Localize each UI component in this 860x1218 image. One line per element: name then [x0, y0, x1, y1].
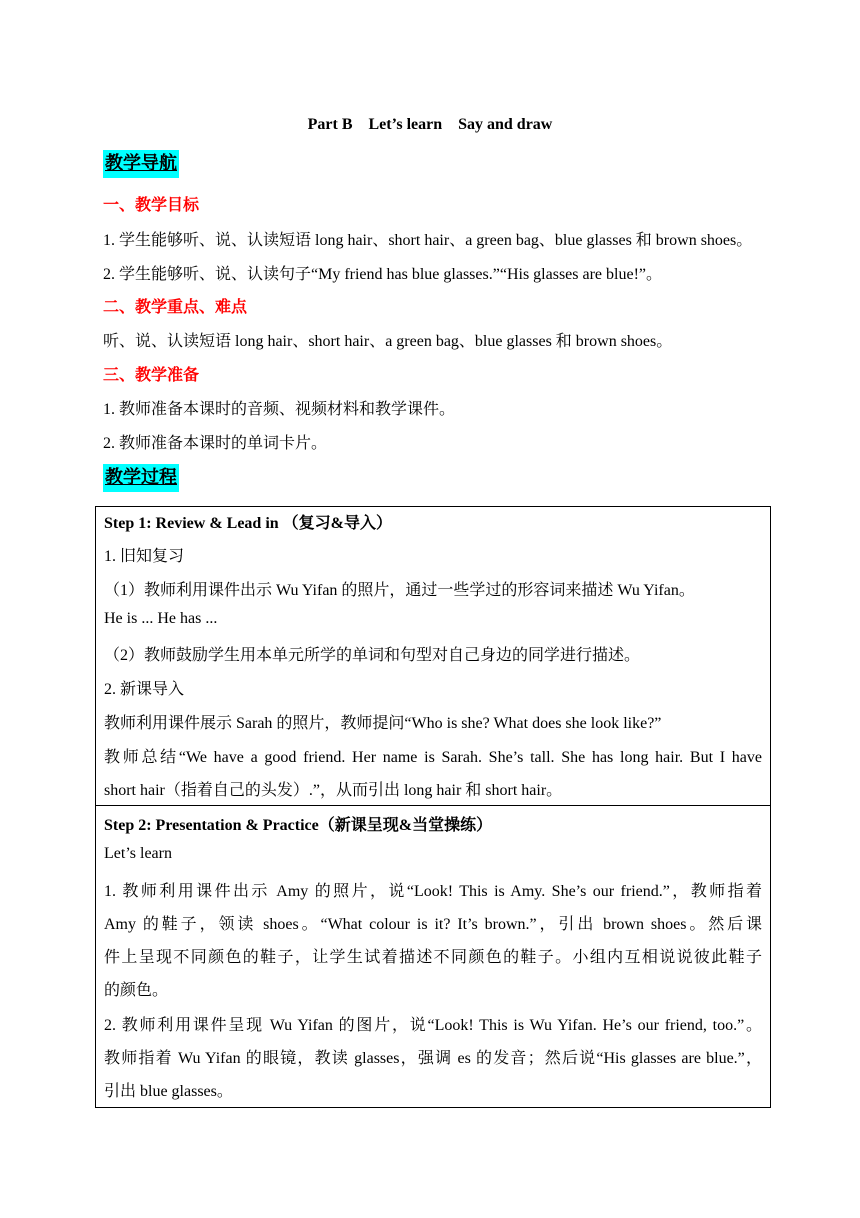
step2-line: Let’s learn — [104, 845, 172, 862]
step1-line: 教师总结“We have a good friend. Her name is Sarah. She’s tall. She has long hair. But I have — [104, 749, 762, 766]
preparation-item-2: 2. 教师准备本课时的单词卡片。 — [103, 435, 328, 452]
process-table — [95, 506, 771, 1108]
step2-line: 2. 教师利用课件呈现 Wu Yifan 的图片，说“Look! This is Wu Yifan. He’s our friend, too.”。 — [104, 1017, 762, 1034]
key-points-text: 听、说、认读短语 long hair、short hair、a green bag、blue glasses 和 brown shoes。 — [103, 333, 673, 350]
step1-line: short hair（指着自己的头发）.”，从而引出 long hair 和 short hair。 — [104, 782, 563, 799]
teaching-process-heading: 教学过程 — [103, 464, 179, 492]
step2-heading: Step 2: Presentation & Practice（新课呈现&当堂操练） — [104, 817, 493, 834]
step1-heading: Step 1: Review & Lead in （复习&导入） — [104, 515, 392, 532]
page-title: Part B Let’s learn Say and draw — [307, 116, 553, 133]
step2-line: 件上呈现不同颜色的鞋子，让学生试着描述不同颜色的鞋子。小组内互相说说彼此鞋子 — [104, 949, 762, 966]
step2-line: Amy 的鞋子，领读 shoes。“What colour is it? It’s brown.”，引出 brown shoes。然后课 — [104, 916, 762, 933]
step2-line: 引出 blue glasses。 — [104, 1083, 233, 1100]
objective-item-1: 1. 学生能够听、说、认读短语 long hair、short hair、a green bag、blue glasses 和 brown shoes。 — [103, 232, 753, 249]
step2-line: 教师指着 Wu Yifan 的眼镜，教读 glasses，强调 es 的发音；然后说“His glasses are blue.”， — [104, 1050, 762, 1067]
step1-line: He is ... He has ... — [104, 610, 218, 627]
step1-line: 1. 旧知复习 — [104, 548, 185, 565]
preparation-heading: 三、教学准备 — [103, 365, 200, 384]
row-divider — [96, 805, 770, 806]
teaching-guide-heading: 教学导航 — [103, 150, 179, 178]
key-points-heading: 二、教学重点、难点 — [103, 297, 248, 316]
step2-line: 1. 教师利用课件出示 Amy 的照片，说“Look! This is Amy. She’s our friend.”，教师指着 — [104, 883, 762, 900]
objective-item-2: 2. 学生能够听、说、认读句子“My friend has blue glasses.”“His glasses are blue!”。 — [103, 266, 663, 283]
objectives-heading: 一、教学目标 — [103, 195, 200, 214]
step1-line: （2）教师鼓励学生用本单元所学的单词和句型对自己身边的同学进行描述。 — [104, 647, 641, 664]
step2-line: 的颜色。 — [104, 982, 169, 999]
step1-line: 2. 新课导入 — [104, 681, 185, 698]
step1-line: （1）教师利用课件出示 Wu Yifan 的照片，通过一些学过的形容词来描述 Wu Yifan。 — [104, 582, 695, 599]
preparation-item-1: 1. 教师准备本课时的音频、视频材料和教学课件。 — [103, 401, 456, 418]
step1-line: 教师利用课件展示 Sarah 的照片，教师提问“Who is she? What does she look like?” — [104, 715, 662, 732]
